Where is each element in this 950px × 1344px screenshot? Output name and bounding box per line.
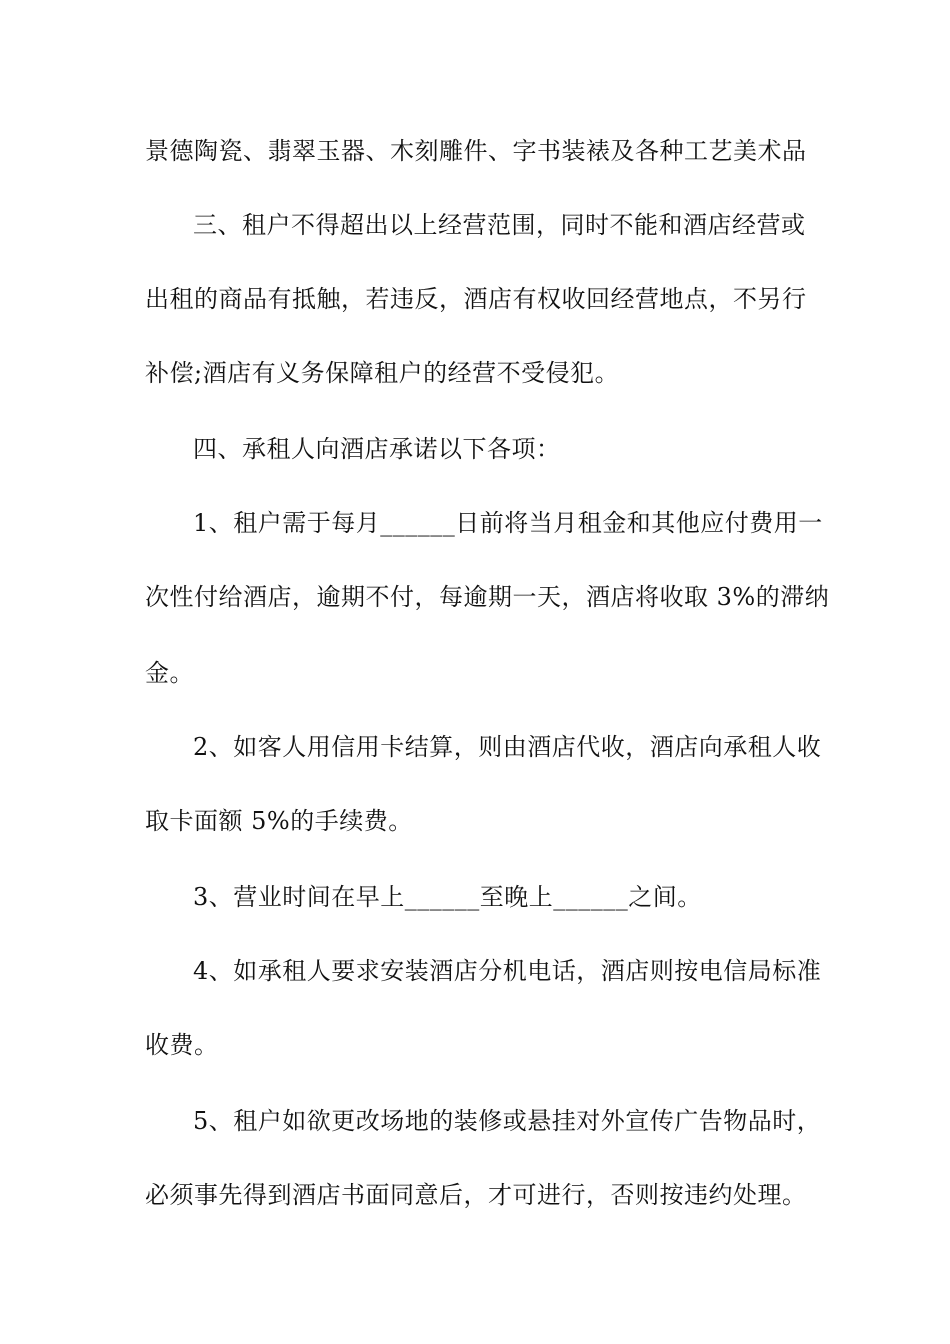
item-1-line-2: 次性付给酒店，逾期不付，每逾期一天，酒店将收取 3%的滞纳 [145,583,830,611]
item-4-line-1: 4、如承租人要求安装酒店分机电话，酒店则按电信局标准 [193,957,822,985]
item-3-line-1: 3、营业时间在早上______至晚上______之间。 [193,883,702,911]
item-2-line-1: 2、如客人用信用卡结算，则由酒店代收，酒店向承租人收 [193,733,822,761]
item-1-line-1: 1、租户需于每月______日前将当月租金和其他应付费用一 [193,509,823,537]
text-line-1: 景德陶瓷、翡翠玉器、木刻雕件、字书装裱及各种工艺美术品 [145,137,807,165]
item-4-line-2: 收费。 [145,1031,219,1059]
item-5-line-2: 必须事先得到酒店书面同意后，才可进行，否则按违约处理。 [145,1181,807,1209]
item-5-line-1: 5、租户如欲更改场地的装修或悬挂对外宣传广告物品时， [193,1107,822,1135]
clause-3-line-2: 出租的商品有抵触，若违反，酒店有权收回经营地点，不另行 [145,285,807,313]
clause-3-line-3: 补偿;酒店有义务保障租户的经营不受侵犯。 [145,359,620,387]
clause-4-heading: 四、承租人向酒店承诺以下各项： [193,435,561,463]
item-1-line-3: 金。 [145,659,194,687]
clause-3-line-1: 三、租户不得超出以上经营范围，同时不能和酒店经营或 [193,211,806,239]
item-2-line-2: 取卡面额 5%的手续费。 [145,807,413,835]
